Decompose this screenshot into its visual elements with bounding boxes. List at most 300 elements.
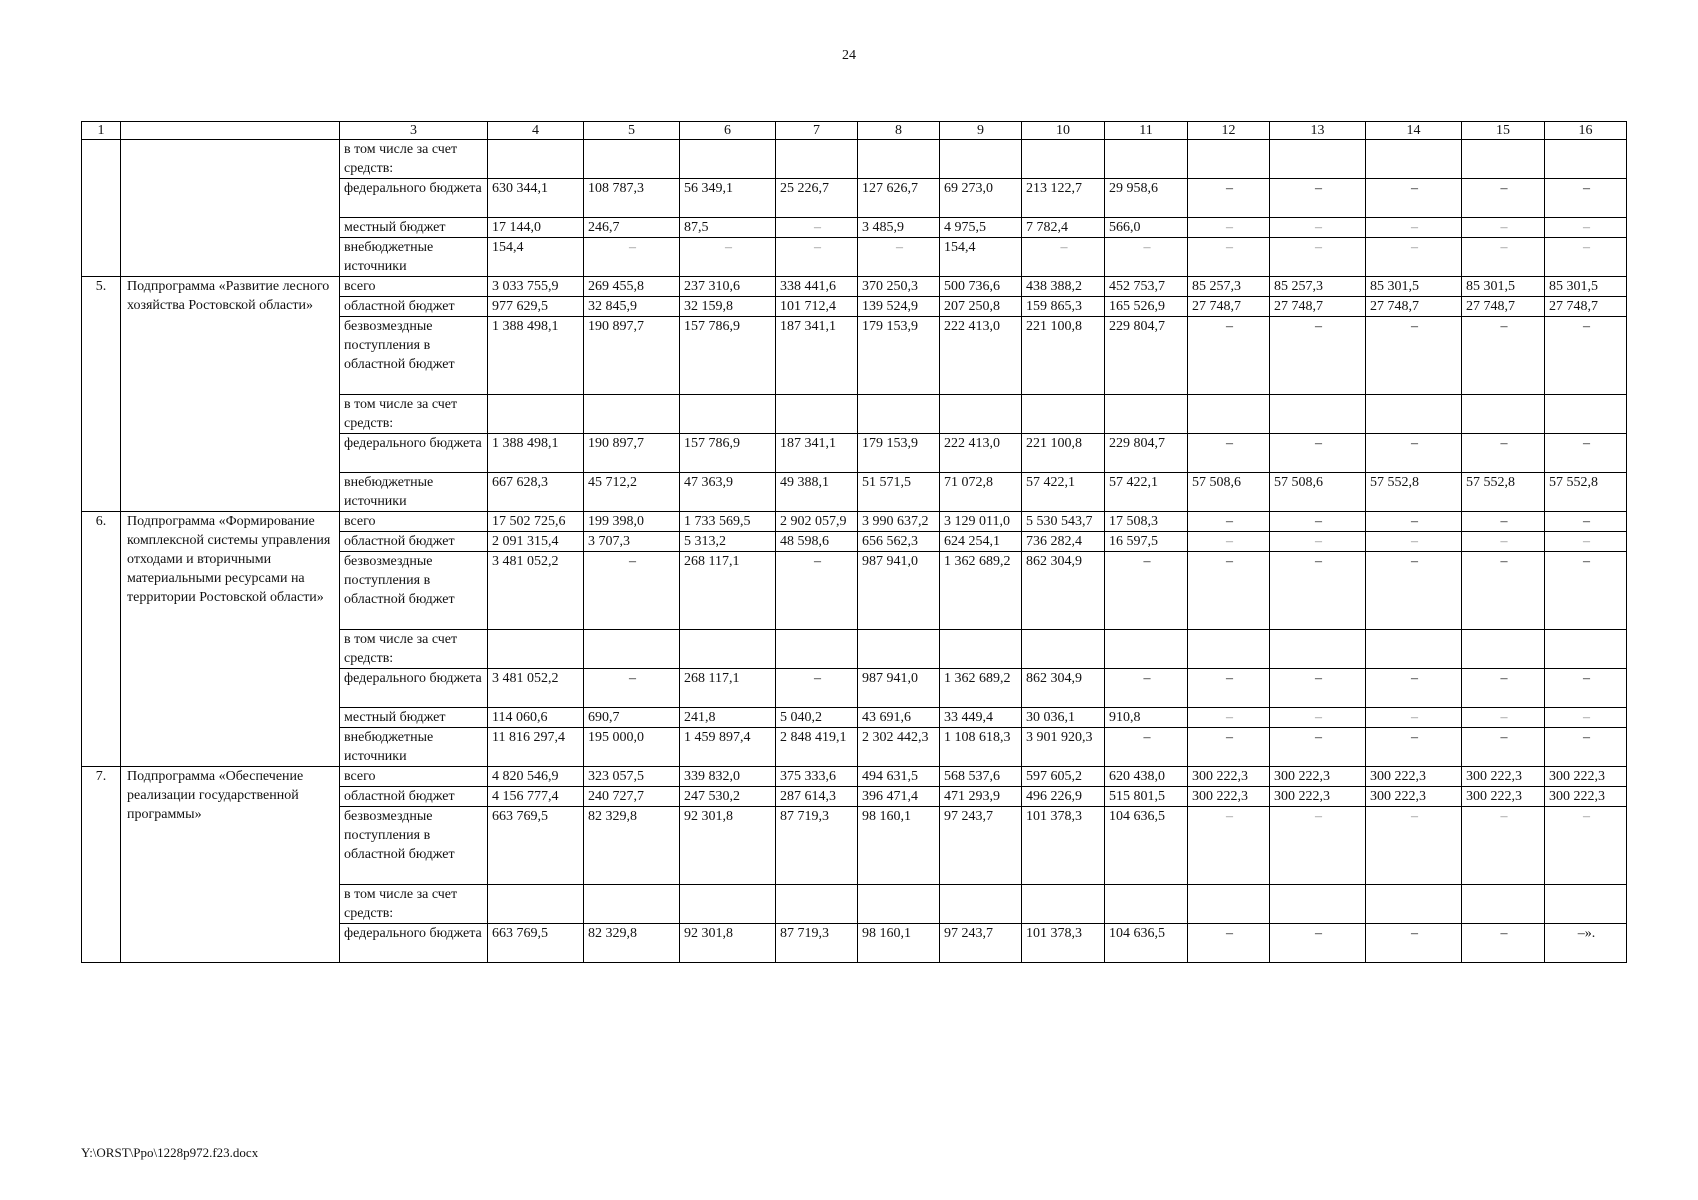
value-cell: – (1105, 669, 1188, 708)
value-cell: 27 748,7 (1366, 297, 1462, 317)
value-cell (1022, 630, 1105, 669)
value-cell (488, 395, 584, 434)
value-cell: 568 537,6 (940, 767, 1022, 787)
value-cell: 229 804,7 (1105, 434, 1188, 473)
value-cell (1545, 630, 1627, 669)
value-cell: – (1022, 238, 1105, 277)
value-cell (776, 140, 858, 179)
column-header: 10 (1022, 122, 1105, 140)
value-cell: 101 378,3 (1022, 807, 1105, 885)
value-cell: 57 552,8 (1366, 473, 1462, 512)
value-cell: 5 313,2 (680, 532, 776, 552)
value-cell: 323 057,5 (584, 767, 680, 787)
value-cell: – (1462, 552, 1545, 630)
value-cell: 97 243,7 (940, 807, 1022, 885)
funding-source: федерального бюджета (340, 924, 488, 963)
value-cell: – (1462, 807, 1545, 885)
funding-source: внебюджетные источники (340, 473, 488, 512)
value-cell: – (1366, 218, 1462, 238)
value-cell: – (1188, 179, 1270, 218)
value-cell: 32 845,9 (584, 297, 680, 317)
value-cell: 2 091 315,4 (488, 532, 584, 552)
value-cell: – (1545, 807, 1627, 885)
value-cell: 207 250,8 (940, 297, 1022, 317)
value-cell: 57 508,6 (1188, 473, 1270, 512)
value-cell: 32 159,8 (680, 297, 776, 317)
value-cell: 300 222,3 (1462, 787, 1545, 807)
funding-source: в том числе за счет средств: (340, 885, 488, 924)
value-cell: 222 413,0 (940, 317, 1022, 395)
value-cell (776, 885, 858, 924)
row-number: 6. (82, 512, 121, 767)
value-cell: 3 033 755,9 (488, 277, 584, 297)
value-cell: 300 222,3 (1545, 767, 1627, 787)
value-cell: – (1545, 552, 1627, 630)
value-cell: – (1105, 552, 1188, 630)
value-cell: 7 782,4 (1022, 218, 1105, 238)
column-header: 12 (1188, 122, 1270, 140)
value-cell: 25 226,7 (776, 179, 858, 218)
value-cell: – (1366, 512, 1462, 532)
value-cell: 85 257,3 (1270, 277, 1366, 297)
value-cell: 33 449,4 (940, 708, 1022, 728)
value-cell: 300 222,3 (1366, 787, 1462, 807)
value-cell: 620 438,0 (1105, 767, 1188, 787)
value-cell: 240 727,7 (584, 787, 680, 807)
value-cell: – (1462, 532, 1545, 552)
value-cell (488, 885, 584, 924)
value-cell: – (1105, 728, 1188, 767)
column-header: 7 (776, 122, 858, 140)
value-cell (1462, 395, 1545, 434)
value-cell: 5 530 543,7 (1022, 512, 1105, 532)
value-cell: – (1188, 218, 1270, 238)
value-cell: 438 388,2 (1022, 277, 1105, 297)
value-cell: – (776, 669, 858, 708)
value-cell: 69 273,0 (940, 179, 1022, 218)
value-cell: – (680, 238, 776, 277)
value-cell (1105, 140, 1188, 179)
value-cell: 27 748,7 (1270, 297, 1366, 317)
value-cell: – (1462, 238, 1545, 277)
value-cell (1366, 630, 1462, 669)
value-cell (776, 395, 858, 434)
funding-source: областной бюджет (340, 787, 488, 807)
value-cell (1188, 140, 1270, 179)
value-cell: 471 293,9 (940, 787, 1022, 807)
value-cell: – (1545, 728, 1627, 767)
value-cell: 736 282,4 (1022, 532, 1105, 552)
column-header: 3 (340, 122, 488, 140)
value-cell: 179 153,9 (858, 317, 940, 395)
value-cell (1105, 885, 1188, 924)
value-cell: 82 329,8 (584, 924, 680, 963)
value-cell (1462, 885, 1545, 924)
value-cell: – (1545, 238, 1627, 277)
value-cell: 624 254,1 (940, 532, 1022, 552)
funding-source: областной бюджет (340, 297, 488, 317)
value-cell: – (1366, 669, 1462, 708)
subprogram-name (121, 140, 340, 277)
funding-source: всего (340, 277, 488, 297)
funding-source: федерального бюджета (340, 179, 488, 218)
value-cell: 98 160,1 (858, 924, 940, 963)
value-cell: – (1545, 434, 1627, 473)
value-cell: – (1545, 708, 1627, 728)
value-cell: – (1462, 179, 1545, 218)
value-cell (1545, 395, 1627, 434)
value-cell: 663 769,5 (488, 807, 584, 885)
value-cell: 92 301,8 (680, 924, 776, 963)
value-cell: – (1188, 317, 1270, 395)
value-cell: 300 222,3 (1188, 767, 1270, 787)
value-cell: – (1270, 532, 1366, 552)
funding-source: всего (340, 512, 488, 532)
value-cell: 48 598,6 (776, 532, 858, 552)
value-cell: 1 733 569,5 (680, 512, 776, 532)
value-cell: – (584, 238, 680, 277)
value-cell: –». (1545, 924, 1627, 963)
value-cell: – (1462, 924, 1545, 963)
funding-source: всего (340, 767, 488, 787)
value-cell: 190 897,7 (584, 434, 680, 473)
funding-source: федерального бюджета (340, 434, 488, 473)
value-cell: 237 310,6 (680, 277, 776, 297)
value-cell: 98 160,1 (858, 807, 940, 885)
value-cell (1270, 885, 1366, 924)
value-cell: – (776, 218, 858, 238)
value-cell: 663 769,5 (488, 924, 584, 963)
value-cell: 452 753,7 (1105, 277, 1188, 297)
value-cell: – (1188, 552, 1270, 630)
value-cell: 1 362 689,2 (940, 552, 1022, 630)
value-cell: 104 636,5 (1105, 924, 1188, 963)
value-cell: – (1105, 238, 1188, 277)
value-cell (940, 630, 1022, 669)
column-header: 15 (1462, 122, 1545, 140)
value-cell: – (1366, 532, 1462, 552)
value-cell: 43 691,6 (858, 708, 940, 728)
value-cell: 3 129 011,0 (940, 512, 1022, 532)
value-cell (1545, 885, 1627, 924)
value-cell: 3 481 052,2 (488, 669, 584, 708)
value-cell: 246,7 (584, 218, 680, 238)
value-cell: – (1545, 512, 1627, 532)
value-cell: 4 156 777,4 (488, 787, 584, 807)
value-cell (1545, 140, 1627, 179)
value-cell: – (1188, 924, 1270, 963)
value-cell: 87,5 (680, 218, 776, 238)
value-cell: 2 902 057,9 (776, 512, 858, 532)
value-cell (1022, 885, 1105, 924)
value-cell: 247 530,2 (680, 787, 776, 807)
value-cell: 338 441,6 (776, 277, 858, 297)
value-cell: 17 502 725,6 (488, 512, 584, 532)
funding-source: безвозмездные поступления в областной бюджет (340, 552, 488, 630)
value-cell: 187 341,1 (776, 434, 858, 473)
value-cell: – (1270, 708, 1366, 728)
value-cell: 300 222,3 (1270, 767, 1366, 787)
value-cell: – (1270, 434, 1366, 473)
value-cell: 339 832,0 (680, 767, 776, 787)
value-cell: – (1545, 669, 1627, 708)
value-cell: 57 422,1 (1105, 473, 1188, 512)
value-cell: 300 222,3 (1270, 787, 1366, 807)
value-cell: – (1270, 669, 1366, 708)
value-cell: – (1366, 179, 1462, 218)
value-cell: 269 455,8 (584, 277, 680, 297)
value-cell: 300 222,3 (1462, 767, 1545, 787)
value-cell: 49 388,1 (776, 473, 858, 512)
value-cell: 667 628,3 (488, 473, 584, 512)
value-cell: – (1270, 924, 1366, 963)
value-cell: – (1270, 552, 1366, 630)
value-cell: 30 036,1 (1022, 708, 1105, 728)
value-cell: 494 631,5 (858, 767, 940, 787)
value-cell: 101 378,3 (1022, 924, 1105, 963)
value-cell: – (1366, 924, 1462, 963)
column-header: 11 (1105, 122, 1188, 140)
value-cell: 85 301,5 (1462, 277, 1545, 297)
value-cell (584, 885, 680, 924)
value-cell: 87 719,3 (776, 807, 858, 885)
value-cell: 101 712,4 (776, 297, 858, 317)
value-cell: 179 153,9 (858, 434, 940, 473)
value-cell: 27 748,7 (1188, 297, 1270, 317)
value-cell (1270, 395, 1366, 434)
value-cell (858, 630, 940, 669)
value-cell: 496 226,9 (1022, 787, 1105, 807)
value-cell: 1 388 498,1 (488, 434, 584, 473)
value-cell: – (1188, 532, 1270, 552)
column-header: 16 (1545, 122, 1627, 140)
value-cell: 85 301,5 (1366, 277, 1462, 297)
value-cell: 1 459 897,4 (680, 728, 776, 767)
funding-source: в том числе за счет средств: (340, 395, 488, 434)
value-cell: 396 471,4 (858, 787, 940, 807)
value-cell: – (1270, 512, 1366, 532)
value-cell: 4 975,5 (940, 218, 1022, 238)
value-cell: 104 636,5 (1105, 807, 1188, 885)
value-cell: 268 117,1 (680, 669, 776, 708)
row-number: 7. (82, 767, 121, 963)
value-cell: 597 605,2 (1022, 767, 1105, 787)
funding-source: областной бюджет (340, 532, 488, 552)
value-cell (1188, 630, 1270, 669)
funding-source: федерального бюджета (340, 669, 488, 708)
value-cell (858, 395, 940, 434)
value-cell: 27 748,7 (1545, 297, 1627, 317)
value-cell: 97 243,7 (940, 924, 1022, 963)
column-header (121, 122, 340, 140)
value-cell: 87 719,3 (776, 924, 858, 963)
value-cell: 154,4 (940, 238, 1022, 277)
value-cell: 199 398,0 (584, 512, 680, 532)
value-cell: 11 816 297,4 (488, 728, 584, 767)
value-cell: 45 712,2 (584, 473, 680, 512)
value-cell: 300 222,3 (1366, 767, 1462, 787)
value-cell: 85 257,3 (1188, 277, 1270, 297)
value-cell: 114 060,6 (488, 708, 584, 728)
value-cell: 268 117,1 (680, 552, 776, 630)
value-cell: – (1188, 728, 1270, 767)
value-cell: – (1270, 728, 1366, 767)
value-cell: – (1366, 552, 1462, 630)
value-cell: 3 990 637,2 (858, 512, 940, 532)
value-cell: 187 341,1 (776, 317, 858, 395)
value-cell: 190 897,7 (584, 317, 680, 395)
value-cell: 229 804,7 (1105, 317, 1188, 395)
value-cell: 47 363,9 (680, 473, 776, 512)
value-cell (488, 140, 584, 179)
value-cell: 108 787,3 (584, 179, 680, 218)
value-cell: 195 000,0 (584, 728, 680, 767)
funding-source: в том числе за счет средств: (340, 630, 488, 669)
column-header: 6 (680, 122, 776, 140)
value-cell: 987 941,0 (858, 552, 940, 630)
value-cell: 862 304,9 (1022, 552, 1105, 630)
value-cell (1105, 630, 1188, 669)
table-row (82, 767, 1627, 787)
value-cell (1022, 395, 1105, 434)
page-number: 24 (842, 48, 856, 63)
value-cell: – (1270, 317, 1366, 395)
value-cell: – (1366, 238, 1462, 277)
value-cell: – (1188, 434, 1270, 473)
value-cell: 222 413,0 (940, 434, 1022, 473)
value-cell: 1 388 498,1 (488, 317, 584, 395)
value-cell (1270, 630, 1366, 669)
value-cell: 370 250,3 (858, 277, 940, 297)
value-cell: 165 526,9 (1105, 297, 1188, 317)
value-cell: 17 508,3 (1105, 512, 1188, 532)
value-cell (680, 630, 776, 669)
subprogram-name: Подпрограмма «Развитие лесного хозяйства Ростовской области» (121, 277, 340, 512)
value-cell: 51 571,5 (858, 473, 940, 512)
value-cell: 56 349,1 (680, 179, 776, 218)
value-cell: 515 801,5 (1105, 787, 1188, 807)
value-cell: 987 941,0 (858, 669, 940, 708)
value-cell (680, 140, 776, 179)
value-cell: – (1545, 179, 1627, 218)
value-cell: 862 304,9 (1022, 669, 1105, 708)
value-cell (1462, 630, 1545, 669)
value-cell (1366, 885, 1462, 924)
footer-path: Y:\ORST\Ppo\1228p972.f23.docx (81, 1145, 259, 1160)
value-cell: 27 748,7 (1462, 297, 1545, 317)
value-cell: – (1270, 807, 1366, 885)
value-cell: 3 901 920,3 (1022, 728, 1105, 767)
value-cell: – (1270, 179, 1366, 218)
value-cell: – (1462, 434, 1545, 473)
column-header: 9 (940, 122, 1022, 140)
value-cell: 287 614,3 (776, 787, 858, 807)
value-cell: 57 552,8 (1462, 473, 1545, 512)
value-cell: 5 040,2 (776, 708, 858, 728)
value-cell: 159 865,3 (1022, 297, 1105, 317)
value-cell: 157 786,9 (680, 434, 776, 473)
value-cell: 300 222,3 (1188, 787, 1270, 807)
value-cell: – (858, 238, 940, 277)
value-cell (858, 140, 940, 179)
funding-source: местный бюджет (340, 218, 488, 238)
value-cell: – (1270, 238, 1366, 277)
table-row (82, 512, 1627, 532)
value-cell: 241,8 (680, 708, 776, 728)
column-header: 1 (82, 122, 121, 140)
value-cell: 500 736,6 (940, 277, 1022, 297)
value-cell: 4 820 546,9 (488, 767, 584, 787)
value-cell: 17 144,0 (488, 218, 584, 238)
value-cell (1366, 395, 1462, 434)
row-number (82, 140, 121, 277)
funding-source: внебюджетные источники (340, 238, 488, 277)
value-cell (584, 395, 680, 434)
funding-source: внебюджетные источники (340, 728, 488, 767)
value-cell: – (1366, 317, 1462, 395)
value-cell: – (1188, 807, 1270, 885)
value-cell: 221 100,8 (1022, 317, 1105, 395)
subprogram-name: Подпрограмма «Обеспечение реализации государственной программы» (121, 767, 340, 963)
funding-source: в том числе за счет средств: (340, 140, 488, 179)
value-cell (1366, 140, 1462, 179)
value-cell: – (1462, 218, 1545, 238)
value-cell (680, 885, 776, 924)
value-cell: 3 481 052,2 (488, 552, 584, 630)
value-cell (584, 630, 680, 669)
funding-source: местный бюджет (340, 708, 488, 728)
value-cell: 16 597,5 (1105, 532, 1188, 552)
value-cell: – (584, 552, 680, 630)
value-cell: – (1366, 708, 1462, 728)
value-cell: – (1462, 728, 1545, 767)
funding-source: безвозмездные поступления в областной бюджет (340, 317, 488, 395)
table-row (82, 277, 1627, 297)
value-cell: – (776, 238, 858, 277)
value-cell (1462, 140, 1545, 179)
value-cell: 57 422,1 (1022, 473, 1105, 512)
value-cell: 566,0 (1105, 218, 1188, 238)
value-cell: – (1188, 238, 1270, 277)
value-cell: 82 329,8 (584, 807, 680, 885)
value-cell: 154,4 (488, 238, 584, 277)
value-cell: 157 786,9 (680, 317, 776, 395)
value-cell: 71 072,8 (940, 473, 1022, 512)
value-cell: 57 552,8 (1545, 473, 1627, 512)
budget-table (81, 121, 1627, 963)
value-cell (488, 630, 584, 669)
value-cell: 213 122,7 (1022, 179, 1105, 218)
column-header: 14 (1366, 122, 1462, 140)
value-cell: 221 100,8 (1022, 434, 1105, 473)
value-cell: 127 626,7 (858, 179, 940, 218)
value-cell: – (1545, 317, 1627, 395)
value-cell: – (1188, 708, 1270, 728)
value-cell (680, 395, 776, 434)
value-cell: 690,7 (584, 708, 680, 728)
value-cell: – (1545, 532, 1627, 552)
value-cell: 85 301,5 (1545, 277, 1627, 297)
value-cell: 656 562,3 (858, 532, 940, 552)
value-cell: – (1188, 669, 1270, 708)
value-cell: – (1462, 512, 1545, 532)
value-cell: – (1366, 728, 1462, 767)
value-cell: – (1545, 218, 1627, 238)
value-cell: 1 108 618,3 (940, 728, 1022, 767)
value-cell: 1 362 689,2 (940, 669, 1022, 708)
value-cell: 139 524,9 (858, 297, 940, 317)
value-cell (776, 630, 858, 669)
